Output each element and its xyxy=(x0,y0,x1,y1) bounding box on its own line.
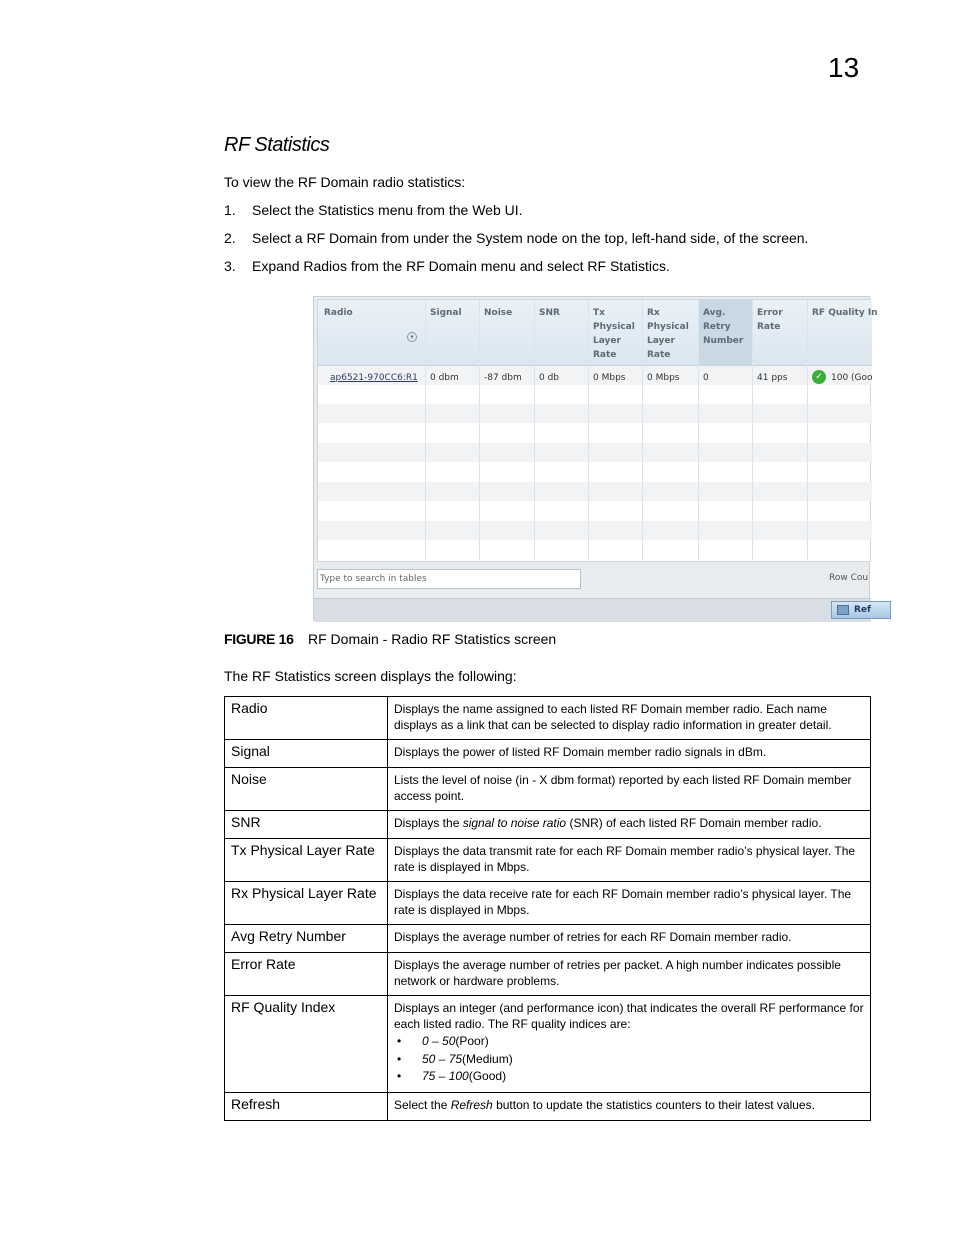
bold-term: Statistics xyxy=(318,202,375,218)
steps-list xyxy=(224,202,808,286)
table-row xyxy=(225,1092,871,1120)
cell-snr: 0 db xyxy=(539,373,560,383)
quality-index-list xyxy=(394,1033,864,1086)
table-row xyxy=(225,882,871,925)
refresh-button[interactable]: Ref xyxy=(831,601,891,619)
field-description: Displays the average number of retries for each RF Domain member radio. xyxy=(388,925,871,953)
table-search-input[interactable]: Type to search in tables xyxy=(317,569,581,589)
table-row xyxy=(225,925,871,953)
step-2: 2. Select a RF Domain from under the System node on the top, left-hand side, of the screen. xyxy=(224,230,809,246)
bold-term: RF Domain xyxy=(406,258,477,274)
field-name: SNR xyxy=(225,811,388,839)
radio-link[interactable]: ap6521-970CC6:R1 xyxy=(330,373,418,383)
field-name: Noise xyxy=(225,768,388,811)
sort-icon[interactable]: ▾ xyxy=(407,332,417,342)
col-header-rf-quality[interactable]: RF Quality In xyxy=(812,308,878,318)
statistics-grid xyxy=(317,299,878,562)
check-icon: ✓ xyxy=(812,370,826,384)
cell-error-rate: 41 pps xyxy=(757,373,788,383)
figure-caption-text: RF Domain - Radio RF Statistics screen xyxy=(308,631,557,647)
row-count: Row Cou xyxy=(829,573,869,583)
table-row xyxy=(225,768,871,811)
cell-rx-rate: 0 Mbps xyxy=(647,373,680,383)
refresh-icon xyxy=(837,605,849,615)
field-description-table xyxy=(224,696,871,1121)
field-description: Select the Refresh button to update the statistics counters to their latest values. xyxy=(388,1092,871,1120)
field-name: Refresh xyxy=(225,1092,388,1120)
figure-caption xyxy=(224,631,556,647)
col-header-signal[interactable]: Signal xyxy=(430,308,462,318)
field-name: Error Rate xyxy=(225,953,388,996)
step-1: 1. Select the Statistics menu from the Web UI. xyxy=(224,202,523,218)
cell-signal: 0 dbm xyxy=(430,373,459,383)
field-description: Displays the data transmit rate for each RF Domain member radio’s physical layer. The rate is displayed in Mbps. xyxy=(388,839,871,882)
field-description: Displays the signal to noise ratio (SNR) of each listed RF Domain member radio. xyxy=(388,811,871,839)
col-header-radio[interactable]: Radio xyxy=(324,308,353,318)
intro-text: To view the RF Domain radio statistics: xyxy=(224,174,466,190)
field-name: Signal xyxy=(225,740,388,768)
col-header-rx-rate[interactable]: Rx Physical Layer Rate xyxy=(647,308,689,360)
table-row xyxy=(225,953,871,996)
cell-tx-rate: 0 Mbps xyxy=(593,373,626,383)
field-name: Rx Physical Layer Rate xyxy=(225,882,388,925)
bold-term: Radios xyxy=(303,258,347,274)
field-description: Displays an integer (and performance icon) that indicates the overall RF performance for each listed radio. The RF quality indices are: • 0 – 50 (Poor) • 50 – 75 (Medium) • 75 – 100 (Good) xyxy=(388,996,871,1093)
col-header-error-rate[interactable]: Error Rate xyxy=(757,308,783,332)
bold-term: System xyxy=(476,230,523,246)
table-row xyxy=(225,996,871,1093)
cell-noise: -87 dbm xyxy=(484,373,522,383)
field-name: Tx Physical Layer Rate xyxy=(225,839,388,882)
table-row xyxy=(225,839,871,882)
list-item: • 0 – 50 (Poor) xyxy=(397,1034,489,1048)
bold-term: RF Statistics. xyxy=(587,258,670,274)
field-description: Displays the name assigned to each listed RF Domain member radio. Each name displays as a link that can be selected to display radio information in greater detail. xyxy=(388,697,871,740)
rf-statistics-screenshot xyxy=(313,296,878,621)
table-row xyxy=(225,811,871,839)
col-header-snr[interactable]: SNR xyxy=(539,308,560,318)
figure-label: FIGURE 16 xyxy=(224,631,294,647)
field-description: Displays the data receive rate for each RF Domain member radio’s physical layer. The rate is displayed in Mbps. xyxy=(388,882,871,925)
chapter-number: 13 xyxy=(828,52,860,83)
field-name: RF Quality Index xyxy=(225,996,388,1093)
field-name: Avg Retry Number xyxy=(225,925,388,953)
field-name: Radio xyxy=(225,697,388,740)
step-3: 3. Expand Radios from the RF Domain menu and select RF Statistics. xyxy=(224,258,670,274)
table-row xyxy=(225,697,871,740)
cell-rf-quality: 100 (Goo xyxy=(831,373,873,383)
field-description: Displays the average number of retries per packet. A high number indicates possible network or hardware problems. xyxy=(388,953,871,996)
list-item: • 50 – 75 (Medium) xyxy=(397,1051,513,1066)
col-header-tx-rate[interactable]: Tx Physical Layer Rate xyxy=(593,308,635,360)
bottom-toolbar xyxy=(314,598,871,622)
col-header-noise[interactable]: Noise xyxy=(484,308,513,318)
table-intro: The RF Statistics screen displays the following: xyxy=(224,668,517,684)
table-row xyxy=(225,740,871,768)
section-title: RF Statistics xyxy=(224,134,330,156)
field-description: Displays the power of listed RF Domain member radio signals in dBm. xyxy=(388,740,871,768)
cell-retry: 0 xyxy=(703,373,709,383)
col-header-retry[interactable]: Avg. Retry Number xyxy=(703,308,744,346)
list-item: • 75 – 100 (Good) xyxy=(397,1069,507,1083)
field-description: Lists the level of noise (in - X dbm format) reported by each listed RF Domain member access point. xyxy=(388,768,871,811)
